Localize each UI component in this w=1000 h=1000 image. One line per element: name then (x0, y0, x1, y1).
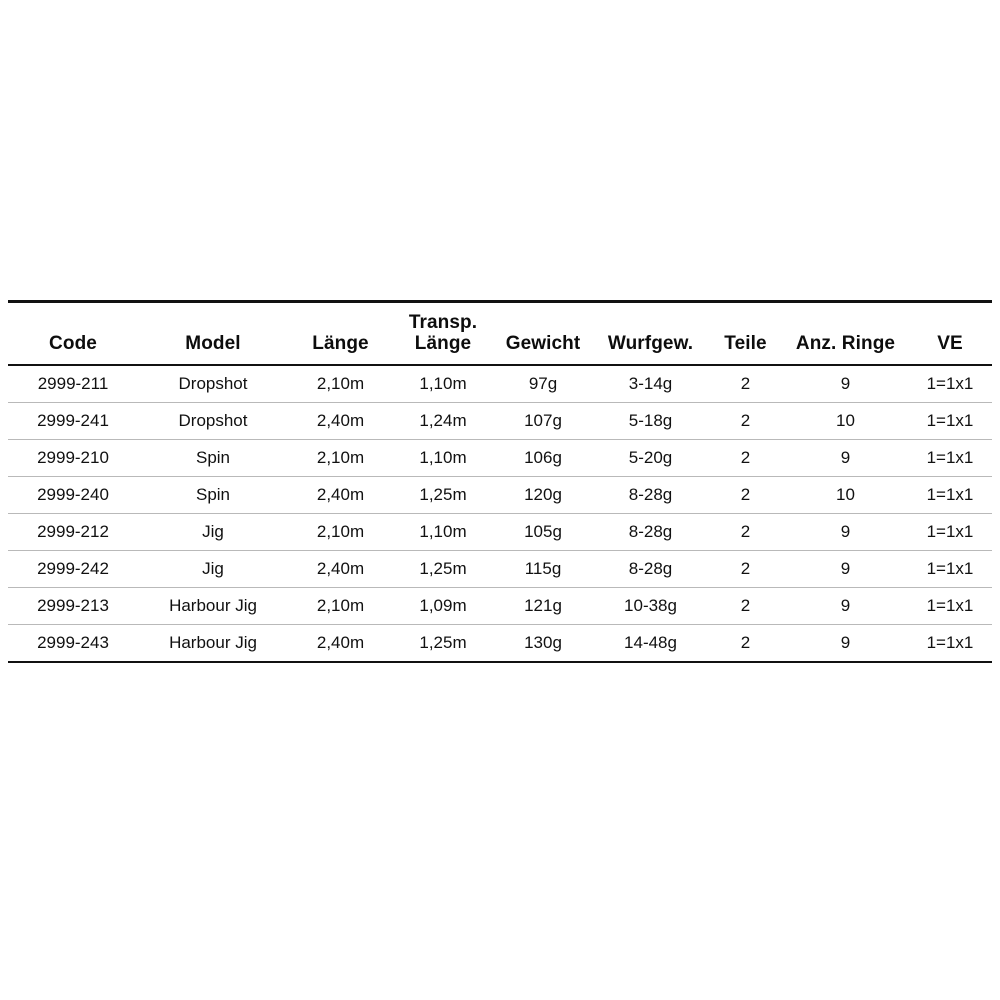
cell-transp-laenge: 1,25m (393, 625, 493, 663)
cell-model: Spin (138, 440, 288, 477)
cell-model: Dropshot (138, 365, 288, 403)
cell-teile: 2 (708, 440, 783, 477)
cell-teile: 2 (708, 365, 783, 403)
column-header-anz-ringe: Anz. Ringe (795, 332, 896, 354)
cell-gewicht: 115g (493, 551, 593, 588)
cell-teile: 2 (708, 551, 783, 588)
column-header-transp-line2: Länge (414, 332, 472, 354)
cell-transp-laenge: 1,10m (393, 514, 493, 551)
cell-wurfgewicht: 5-18g (593, 403, 708, 440)
cell-ve: 1=1x1 (908, 477, 992, 514)
cell-transp-laenge: 1,10m (393, 365, 493, 403)
cell-transp-laenge: 1,25m (393, 551, 493, 588)
cell-transp-laenge: 1,09m (393, 588, 493, 625)
column-header-laenge: Länge (312, 332, 369, 354)
cell-teile: 2 (708, 514, 783, 551)
cell-gewicht: 130g (493, 625, 593, 663)
cell-model: Spin (138, 477, 288, 514)
table-row (8, 551, 992, 588)
cell-ve: 1=1x1 (908, 403, 992, 440)
cell-code: 2999-212 (8, 514, 138, 551)
cell-ve: 1=1x1 (908, 440, 992, 477)
column-header-teile: Teile (724, 332, 767, 354)
cell-teile: 2 (708, 588, 783, 625)
cell-code: 2999-243 (8, 625, 138, 663)
cell-wurfgewicht: 5-20g (593, 440, 708, 477)
table-row (8, 365, 992, 403)
cell-model: Harbour Jig (138, 625, 288, 663)
table-row (8, 625, 992, 663)
cell-laenge: 2,10m (288, 365, 393, 403)
cell-wurfgewicht: 3-14g (593, 365, 708, 403)
cell-transp-laenge: 1,24m (393, 403, 493, 440)
cell-anz-ringe: 9 (783, 625, 908, 663)
cell-code: 2999-240 (8, 477, 138, 514)
cell-ve: 1=1x1 (908, 588, 992, 625)
cell-ve: 1=1x1 (908, 365, 992, 403)
cell-anz-ringe: 9 (783, 514, 908, 551)
cell-code: 2999-241 (8, 403, 138, 440)
cell-wurfgewicht: 10-38g (593, 588, 708, 625)
column-header-wurfgewicht: Wurfgew. (607, 332, 694, 354)
cell-code: 2999-213 (8, 588, 138, 625)
cell-model: Harbour Jig (138, 588, 288, 625)
cell-laenge: 2,40m (288, 477, 393, 514)
cell-gewicht: 106g (493, 440, 593, 477)
cell-laenge: 2,10m (288, 440, 393, 477)
cell-wurfgewicht: 8-28g (593, 477, 708, 514)
cell-model: Jig (138, 551, 288, 588)
column-header-model: Model (185, 332, 241, 354)
cell-code: 2999-210 (8, 440, 138, 477)
column-header-gewicht: Gewicht (505, 332, 581, 354)
cell-anz-ringe: 10 (783, 403, 908, 440)
cell-teile: 2 (708, 477, 783, 514)
cell-model: Dropshot (138, 403, 288, 440)
table-header-row (8, 302, 992, 366)
table-row (8, 440, 992, 477)
cell-laenge: 2,40m (288, 403, 393, 440)
cell-gewicht: 120g (493, 477, 593, 514)
cell-ve: 1=1x1 (908, 514, 992, 551)
cell-transp-laenge: 1,10m (393, 440, 493, 477)
column-header-ve: VE (937, 332, 963, 354)
cell-code: 2999-211 (8, 365, 138, 403)
cell-laenge: 2,10m (288, 588, 393, 625)
cell-wurfgewicht: 14-48g (593, 625, 708, 663)
table-row (8, 403, 992, 440)
cell-gewicht: 121g (493, 588, 593, 625)
cell-wurfgewicht: 8-28g (593, 514, 708, 551)
column-header-transp-laenge (393, 302, 493, 366)
table-row (8, 588, 992, 625)
cell-laenge: 2,10m (288, 514, 393, 551)
cell-transp-laenge: 1,25m (393, 477, 493, 514)
cell-laenge: 2,40m (288, 625, 393, 663)
cell-ve: 1=1x1 (908, 625, 992, 663)
cell-anz-ringe: 9 (783, 440, 908, 477)
cell-anz-ringe: 9 (783, 365, 908, 403)
table-header (8, 302, 992, 366)
cell-gewicht: 105g (493, 514, 593, 551)
cell-anz-ringe: 9 (783, 551, 908, 588)
table-row (8, 514, 992, 551)
cell-teile: 2 (708, 403, 783, 440)
table-body (8, 365, 992, 662)
cell-anz-ringe: 9 (783, 588, 908, 625)
column-header-code: Code (49, 332, 97, 354)
specification-table (8, 300, 992, 663)
table-row (8, 477, 992, 514)
specification-table-container (8, 300, 992, 663)
cell-model: Jig (138, 514, 288, 551)
cell-wurfgewicht: 8-28g (593, 551, 708, 588)
cell-code: 2999-242 (8, 551, 138, 588)
cell-teile: 2 (708, 625, 783, 663)
cell-ve: 1=1x1 (908, 551, 992, 588)
cell-gewicht: 107g (493, 403, 593, 440)
column-header-transp-line1: Transp. (408, 312, 478, 333)
cell-anz-ringe: 10 (783, 477, 908, 514)
cell-laenge: 2,40m (288, 551, 393, 588)
cell-gewicht: 97g (493, 365, 593, 403)
